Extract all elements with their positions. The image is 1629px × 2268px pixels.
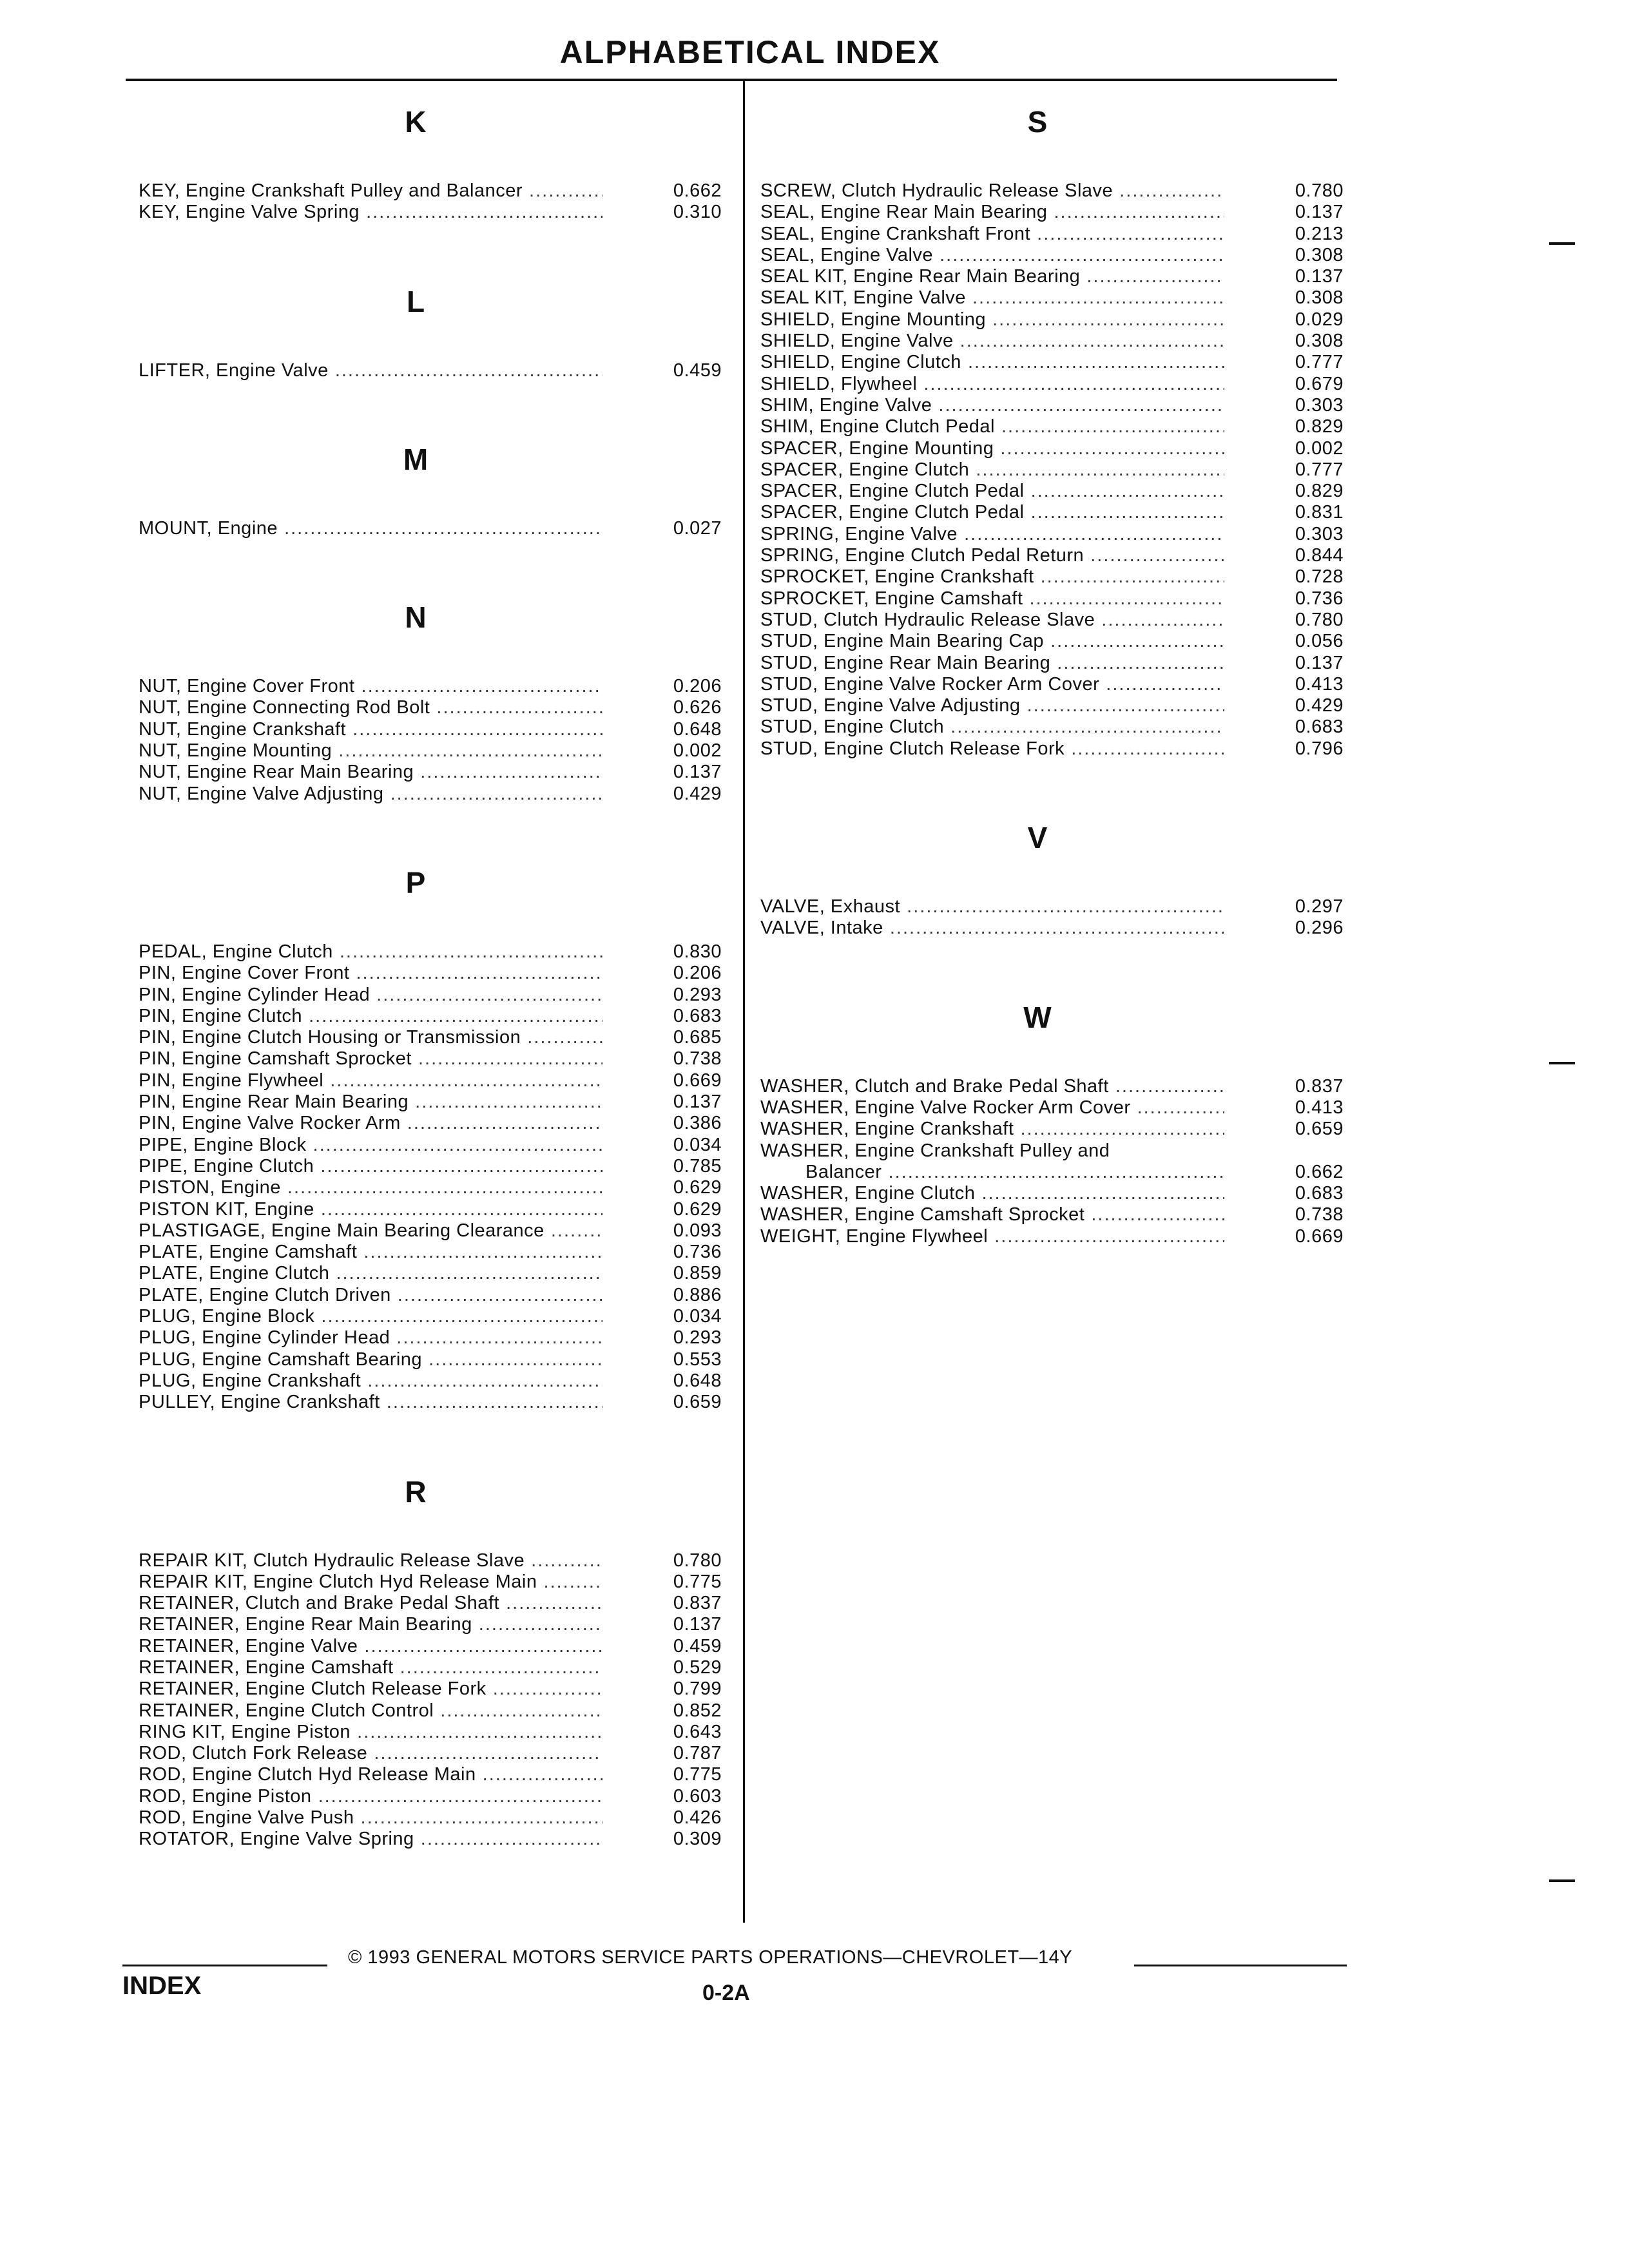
entry-page-ref: 0.829 bbox=[1295, 416, 1344, 437]
entry-page-ref: 0.852 bbox=[673, 1700, 722, 1721]
entry-page-ref: 0.669 bbox=[673, 1070, 722, 1091]
entry-name: RING KIT, Engine Piston ..... bbox=[139, 1722, 602, 1743]
index-entry bbox=[139, 697, 728, 718]
index-entry bbox=[139, 1242, 728, 1263]
entry-page-ref: 0.206 bbox=[673, 676, 722, 697]
entry-name: REPAIR KIT, Engine Clutch Hyd Release Main ..... bbox=[139, 1571, 602, 1593]
entry-page-ref: 0.213 bbox=[1295, 223, 1344, 244]
entry-page-ref: 0.787 bbox=[673, 1743, 722, 1764]
index-entry bbox=[139, 1743, 728, 1764]
entry-page-ref: 0.034 bbox=[673, 1306, 722, 1327]
entry-page-ref: 0.837 bbox=[673, 1593, 722, 1614]
index-entry bbox=[139, 1700, 728, 1722]
entry-name: PIPE, Engine Clutch ..... bbox=[139, 1156, 602, 1177]
entry-page-ref: 0.603 bbox=[673, 1785, 722, 1807]
index-entry bbox=[139, 360, 728, 381]
entry-name: SHIELD, Engine Valve ..... bbox=[760, 331, 1224, 352]
index-entry bbox=[139, 762, 728, 783]
index-entry bbox=[760, 331, 1350, 352]
index-entry bbox=[139, 1829, 728, 1850]
entry-name: PULLEY, Engine Crankshaft ..... bbox=[139, 1392, 602, 1413]
entry-name: PLATE, Engine Clutch ..... bbox=[139, 1263, 602, 1284]
index-entry bbox=[139, 180, 728, 202]
entry-name: STUD, Clutch Hydraulic Release Slave ..... bbox=[760, 610, 1224, 631]
left-column bbox=[139, 97, 728, 1903]
index-entry bbox=[760, 524, 1350, 545]
index-entry bbox=[139, 1006, 728, 1027]
index-entry bbox=[760, 631, 1350, 652]
index-entry-list bbox=[139, 941, 728, 1414]
entry-page-ref: 0.736 bbox=[1295, 588, 1344, 609]
index-entry bbox=[760, 1140, 1350, 1162]
index-entry bbox=[760, 695, 1350, 716]
entry-page-ref: 0.830 bbox=[673, 941, 722, 962]
index-entry-list bbox=[760, 896, 1350, 939]
entry-name: ROD, Clutch Fork Release ..... bbox=[139, 1743, 602, 1764]
entry-name: Balancer ..... bbox=[760, 1162, 1224, 1183]
entry-name: PIN, Engine Cylinder Head ..... bbox=[139, 985, 602, 1006]
section-letter: P bbox=[405, 865, 426, 899]
entry-page-ref: 0.206 bbox=[673, 963, 722, 984]
entry-page-ref: 0.728 bbox=[1295, 566, 1344, 588]
entry-page-ref: 0.293 bbox=[673, 984, 722, 1005]
entry-page-ref: 0.683 bbox=[1295, 1183, 1344, 1204]
index-entry bbox=[139, 676, 728, 697]
section-letter: M bbox=[403, 442, 429, 476]
index-entry bbox=[760, 588, 1350, 610]
title-rule bbox=[126, 79, 1337, 81]
entry-page-ref: 0.308 bbox=[1295, 331, 1344, 352]
entry-name: SHIM, Engine Clutch Pedal ..... bbox=[760, 416, 1224, 437]
entry-name: SEAL, Engine Valve ..... bbox=[760, 245, 1224, 266]
entry-name: PIN, Engine Flywheel ..... bbox=[139, 1070, 602, 1091]
index-entry bbox=[139, 1306, 728, 1327]
entry-page-ref: 0.293 bbox=[673, 1327, 722, 1349]
entry-page-ref: 0.738 bbox=[673, 1048, 722, 1070]
entry-name: STUD, Engine Main Bearing Cap ..... bbox=[760, 631, 1224, 652]
entry-page-ref: 0.886 bbox=[673, 1284, 722, 1305]
index-entry-list bbox=[139, 1550, 728, 1850]
index-entry bbox=[139, 1571, 728, 1593]
entry-name: PLASTIGAGE, Engine Main Bearing Clearance ..... bbox=[139, 1220, 602, 1242]
margin-mark bbox=[1549, 1062, 1575, 1064]
index-entry bbox=[139, 1550, 728, 1571]
entry-name: STUD, Engine Clutch Release Fork ..... bbox=[760, 738, 1224, 760]
index-entry-list bbox=[760, 1076, 1350, 1247]
index-entry bbox=[760, 224, 1350, 245]
entry-page-ref: 0.413 bbox=[1295, 1097, 1344, 1118]
index-entry bbox=[760, 674, 1350, 695]
index-entry bbox=[139, 1220, 728, 1242]
index-entry bbox=[760, 266, 1350, 287]
entry-name: STUD, Engine Valve Adjusting ..... bbox=[760, 695, 1224, 716]
index-entry bbox=[760, 545, 1350, 566]
entry-page-ref: 0.002 bbox=[1295, 437, 1344, 459]
entry-name: RETAINER, Engine Rear Main Bearing ..... bbox=[139, 1614, 602, 1635]
entry-page-ref: 0.844 bbox=[1295, 545, 1344, 566]
entry-page-ref: 0.137 bbox=[673, 1091, 722, 1113]
entry-name: PLUG, Engine Block ..... bbox=[139, 1306, 602, 1327]
entry-name: SPROCKET, Engine Camshaft ..... bbox=[760, 588, 1224, 610]
entry-name: PLATE, Engine Clutch Driven ..... bbox=[139, 1285, 602, 1306]
index-entry bbox=[139, 1807, 728, 1829]
entry-name: REPAIR KIT, Clutch Hydraulic Release Slave ..... bbox=[139, 1550, 602, 1571]
entry-page-ref: 0.837 bbox=[1295, 1075, 1344, 1097]
index-entry bbox=[139, 202, 728, 223]
margin-mark bbox=[1549, 1879, 1575, 1882]
index-entry bbox=[139, 1722, 728, 1743]
entry-name: LIFTER, Engine Valve ..... bbox=[139, 360, 602, 381]
index-entry bbox=[139, 1156, 728, 1177]
entry-page-ref: 0.309 bbox=[673, 1829, 722, 1850]
entry-page-ref: 0.683 bbox=[1295, 716, 1344, 738]
entry-name: RETAINER, Engine Valve ..... bbox=[139, 1636, 602, 1657]
index-entry bbox=[139, 1263, 728, 1284]
entry-page-ref: 0.659 bbox=[1295, 1119, 1344, 1140]
entry-name: ROD, Engine Clutch Hyd Release Main ..... bbox=[139, 1764, 602, 1785]
entry-name: RETAINER, Engine Clutch Control ..... bbox=[139, 1700, 602, 1722]
index-entry bbox=[139, 740, 728, 762]
index-entry bbox=[760, 1119, 1350, 1140]
entry-name: WASHER, Engine Camshaft Sprocket ..... bbox=[760, 1204, 1224, 1225]
index-entry bbox=[139, 1678, 728, 1700]
index-entry bbox=[760, 287, 1350, 309]
entry-name: PIN, Engine Cover Front ..... bbox=[139, 963, 602, 984]
entry-page-ref: 0.662 bbox=[673, 180, 722, 201]
entry-page-ref: 0.034 bbox=[673, 1134, 722, 1155]
entry-page-ref: 0.413 bbox=[1295, 673, 1344, 695]
index-entry bbox=[139, 1327, 728, 1349]
entry-page-ref: 0.785 bbox=[673, 1155, 722, 1177]
index-entry bbox=[139, 1113, 728, 1134]
entry-name: SEAL, Engine Rear Main Bearing ..... bbox=[760, 202, 1224, 223]
index-entry bbox=[760, 416, 1350, 437]
entry-name: SHIELD, Engine Clutch ..... bbox=[760, 352, 1224, 373]
index-entry bbox=[139, 1177, 728, 1198]
section-letter: L bbox=[406, 284, 425, 318]
index-entry-list bbox=[139, 518, 728, 539]
entry-name: RETAINER, Engine Clutch Release Fork ..... bbox=[139, 1678, 602, 1700]
index-entry bbox=[139, 1392, 728, 1413]
index-entry bbox=[760, 1226, 1350, 1247]
index-entry bbox=[139, 783, 728, 805]
entry-name: NUT, Engine Rear Main Bearing ..... bbox=[139, 762, 602, 783]
index-entry bbox=[760, 245, 1350, 266]
index-entry bbox=[139, 518, 728, 539]
entry-page-ref: 0.685 bbox=[673, 1027, 722, 1048]
entry-page-ref: 0.777 bbox=[1295, 459, 1344, 480]
index-entry bbox=[760, 1204, 1350, 1225]
entry-page-ref: 0.626 bbox=[673, 697, 722, 718]
entry-name: MOUNT, Engine ..... bbox=[139, 518, 602, 539]
entry-page-ref: 0.426 bbox=[673, 1807, 722, 1829]
index-entry bbox=[139, 1370, 728, 1392]
entry-page-ref: 0.775 bbox=[673, 1571, 722, 1592]
entry-name: PISTON KIT, Engine ..... bbox=[139, 1199, 602, 1220]
entry-name: KEY, Engine Crankshaft Pulley and Balancer ..... bbox=[139, 180, 602, 202]
entry-page-ref: 0.310 bbox=[673, 202, 722, 223]
index-entry bbox=[760, 610, 1350, 631]
footer-rule bbox=[122, 1965, 327, 1966]
section-letter: R bbox=[405, 1474, 427, 1508]
entry-name: ROD, Engine Valve Push ..... bbox=[139, 1807, 602, 1829]
footer-rule bbox=[1134, 1965, 1347, 1966]
entry-name: WEIGHT, Engine Flywheel ..... bbox=[760, 1226, 1224, 1247]
entry-page-ref: 0.831 bbox=[1295, 502, 1344, 523]
entry-page-ref: 0.137 bbox=[673, 762, 722, 783]
entry-name: WASHER, Engine Crankshaft ..... bbox=[760, 1119, 1224, 1140]
index-entry-list bbox=[139, 360, 728, 381]
entry-name: RETAINER, Clutch and Brake Pedal Shaft ..... bbox=[139, 1593, 602, 1614]
entry-page-ref: 0.029 bbox=[1295, 309, 1344, 330]
entry-page-ref: 0.859 bbox=[673, 1263, 722, 1284]
index-entry bbox=[760, 918, 1350, 939]
entry-name: SPACER, Engine Clutch Pedal ..... bbox=[760, 481, 1224, 502]
entry-name: RETAINER, Engine Camshaft ..... bbox=[139, 1657, 602, 1678]
entry-page-ref: 0.137 bbox=[673, 1614, 722, 1635]
entry-page-ref: 0.775 bbox=[673, 1764, 722, 1785]
index-entry bbox=[760, 459, 1350, 481]
section-letter: W bbox=[1023, 1000, 1052, 1034]
entry-page-ref: 0.738 bbox=[1295, 1204, 1344, 1225]
index-entry-list bbox=[760, 180, 1350, 760]
entry-name: STUD, Engine Valve Rocker Arm Cover ..... bbox=[760, 674, 1224, 695]
entry-page-ref: 0.553 bbox=[673, 1349, 722, 1370]
entry-name: PIN, Engine Valve Rocker Arm ..... bbox=[139, 1113, 602, 1134]
index-entry bbox=[760, 716, 1350, 738]
index-entry bbox=[139, 1048, 728, 1070]
entry-name: ROTATOR, Engine Valve Spring ..... bbox=[139, 1829, 602, 1850]
entry-name: NUT, Engine Crankshaft ..... bbox=[139, 719, 602, 740]
entry-page-ref: 0.799 bbox=[673, 1678, 722, 1700]
index-entry-list bbox=[139, 676, 728, 805]
index-entry bbox=[760, 438, 1350, 459]
index-entry bbox=[760, 481, 1350, 502]
index-entry bbox=[139, 1070, 728, 1091]
entry-page-ref: 0.736 bbox=[673, 1242, 722, 1263]
entry-name: SPACER, Engine Clutch Pedal ..... bbox=[760, 502, 1224, 523]
entry-page-ref: 0.643 bbox=[673, 1721, 722, 1742]
entry-page-ref: 0.683 bbox=[673, 1005, 722, 1026]
entry-page-ref: 0.429 bbox=[673, 783, 722, 804]
entry-name: SEAL KIT, Engine Rear Main Bearing ..... bbox=[760, 266, 1224, 287]
index-entry bbox=[139, 1636, 728, 1657]
entry-name: ROD, Engine Piston ..... bbox=[139, 1786, 602, 1807]
index-entry bbox=[760, 180, 1350, 202]
entry-page-ref: 0.459 bbox=[673, 360, 722, 381]
entry-name: SPROCKET, Engine Crankshaft ..... bbox=[760, 566, 1224, 588]
index-entry bbox=[760, 896, 1350, 918]
entry-page-ref: 0.303 bbox=[1295, 394, 1344, 416]
index-entry bbox=[760, 1076, 1350, 1097]
entry-name: NUT, Engine Valve Adjusting ..... bbox=[139, 783, 602, 805]
entry-name: WASHER, Engine Valve Rocker Arm Cover ..... bbox=[760, 1097, 1224, 1119]
footer-copyright: © 1993 GENERAL MOTORS SERVICE PARTS OPERATIONS—CHEVROLET—14Y bbox=[348, 1947, 1073, 1968]
entry-name: NUT, Engine Cover Front ..... bbox=[139, 676, 602, 697]
entry-page-ref: 0.648 bbox=[673, 718, 722, 740]
entry-page-ref: 0.679 bbox=[1295, 373, 1344, 394]
index-entry bbox=[139, 1349, 728, 1370]
index-entry bbox=[760, 566, 1350, 588]
entry-page-ref: 0.056 bbox=[1295, 631, 1344, 652]
entry-page-ref: 0.386 bbox=[673, 1113, 722, 1134]
entry-page-ref: 0.002 bbox=[673, 740, 722, 762]
index-entry bbox=[139, 1135, 728, 1156]
entry-page-ref: 0.303 bbox=[1295, 523, 1344, 544]
entry-name: SEAL, Engine Crankshaft Front ..... bbox=[760, 224, 1224, 245]
footer-index-label: INDEX bbox=[122, 1972, 202, 2000]
entry-name: NUT, Engine Mounting ..... bbox=[139, 740, 602, 762]
index-entry bbox=[139, 941, 728, 963]
index-entry bbox=[760, 1097, 1350, 1119]
entry-page-ref: 0.659 bbox=[673, 1392, 722, 1413]
index-entry bbox=[139, 1614, 728, 1635]
entry-name: PLUG, Engine Crankshaft ..... bbox=[139, 1370, 602, 1392]
index-entry bbox=[139, 719, 728, 740]
entry-page-ref: 0.662 bbox=[1295, 1161, 1344, 1182]
entry-page-ref: 0.308 bbox=[1295, 244, 1344, 265]
entry-name: STUD, Engine Clutch ..... bbox=[760, 716, 1224, 738]
entry-name: PEDAL, Engine Clutch ..... bbox=[139, 941, 602, 963]
entry-page-ref: 0.137 bbox=[1295, 266, 1344, 287]
index-entry bbox=[139, 1786, 728, 1807]
index-entry bbox=[139, 1285, 728, 1306]
entry-name: PIN, Engine Camshaft Sprocket ..... bbox=[139, 1048, 602, 1070]
entry-page-ref: 0.297 bbox=[1295, 896, 1344, 918]
index-entry bbox=[139, 1657, 728, 1678]
entry-page-ref: 0.296 bbox=[1295, 918, 1344, 939]
index-entry bbox=[139, 985, 728, 1006]
entry-page-ref: 0.529 bbox=[673, 1657, 722, 1678]
entry-name: SHIELD, Engine Mounting ..... bbox=[760, 309, 1224, 331]
entry-page-ref: 0.093 bbox=[673, 1220, 722, 1241]
entry-name: VALVE, Exhaust ..... bbox=[760, 896, 1224, 918]
entry-page-ref: 0.629 bbox=[673, 1177, 722, 1198]
index-entry bbox=[760, 1162, 1350, 1183]
index-entry bbox=[760, 395, 1350, 416]
section-letter: K bbox=[405, 105, 427, 139]
page-title: ALPHABETICAL INDEX bbox=[559, 34, 941, 70]
entry-name: PLUG, Engine Camshaft Bearing ..... bbox=[139, 1349, 602, 1370]
index-entry bbox=[760, 1183, 1350, 1204]
entry-page-ref: 0.648 bbox=[673, 1370, 722, 1391]
entry-name: SPACER, Engine Clutch ..... bbox=[760, 459, 1224, 481]
index-entry bbox=[139, 1764, 728, 1785]
entry-page-ref: 0.459 bbox=[673, 1635, 722, 1657]
margin-mark bbox=[1549, 242, 1575, 245]
entry-page-ref: 0.777 bbox=[1295, 352, 1344, 373]
entry-page-ref: 0.669 bbox=[1295, 1225, 1344, 1247]
entry-name: STUD, Engine Rear Main Bearing ..... bbox=[760, 653, 1224, 674]
entry-name: PIN, Engine Clutch ..... bbox=[139, 1006, 602, 1027]
entry-name: VALVE, Intake ..... bbox=[760, 918, 1224, 939]
section-letter: N bbox=[405, 601, 427, 635]
index-entry-list bbox=[139, 180, 728, 224]
entry-page-ref: 0.829 bbox=[1295, 481, 1344, 502]
index-entry bbox=[760, 653, 1350, 674]
entry-name: PIPE, Engine Block ..... bbox=[139, 1135, 602, 1156]
entry-name: WASHER, Engine Clutch ..... bbox=[760, 1183, 1224, 1204]
entry-name: SHIM, Engine Valve ..... bbox=[760, 395, 1224, 416]
entry-name: SPRING, Engine Valve ..... bbox=[760, 524, 1224, 545]
entry-name: SPACER, Engine Mounting ..... bbox=[760, 438, 1224, 459]
entry-name: PLATE, Engine Camshaft ..... bbox=[139, 1242, 602, 1263]
entry-name: WASHER, Engine Crankshaft Pulley and bbox=[760, 1140, 1110, 1161]
entry-page-ref: 0.796 bbox=[1295, 738, 1344, 759]
entry-name: PIN, Engine Clutch Housing or Transmission ..... bbox=[139, 1027, 602, 1048]
entry-name: PLUG, Engine Cylinder Head ..... bbox=[139, 1327, 602, 1349]
entry-name: PISTON, Engine ..... bbox=[139, 1177, 602, 1198]
index-entry bbox=[760, 202, 1350, 223]
entry-page-ref: 0.308 bbox=[1295, 287, 1344, 309]
entry-page-ref: 0.429 bbox=[1295, 695, 1344, 716]
entry-name: SCREW, Clutch Hydraulic Release Slave ..... bbox=[760, 180, 1224, 202]
right-column bbox=[760, 97, 1350, 1300]
index-entry bbox=[760, 374, 1350, 395]
entry-name: NUT, Engine Connecting Rod Bolt ..... bbox=[139, 697, 602, 718]
entry-page-ref: 0.137 bbox=[1295, 652, 1344, 673]
index-entry bbox=[760, 309, 1350, 331]
entry-name: SPRING, Engine Clutch Pedal Return ..... bbox=[760, 545, 1224, 566]
index-entry bbox=[139, 1199, 728, 1220]
index-entry bbox=[760, 738, 1350, 760]
entry-name: WASHER, Clutch and Brake Pedal Shaft ..... bbox=[760, 1076, 1224, 1097]
index-entry bbox=[139, 1091, 728, 1113]
index-entry bbox=[139, 1027, 728, 1048]
entry-page-ref: 0.780 bbox=[1295, 609, 1344, 630]
entry-page-ref: 0.629 bbox=[673, 1198, 722, 1220]
entry-page-ref: 0.780 bbox=[1295, 180, 1344, 201]
index-entry bbox=[760, 352, 1350, 373]
section-letter: S bbox=[1027, 105, 1048, 139]
entry-name: SHIELD, Flywheel ..... bbox=[760, 374, 1224, 395]
entry-name: SEAL KIT, Engine Valve ..... bbox=[760, 287, 1224, 309]
entry-page-ref: 0.027 bbox=[673, 517, 722, 539]
section-letter: V bbox=[1027, 821, 1048, 855]
page-number: 0-2A bbox=[702, 1981, 750, 2005]
entry-page-ref: 0.137 bbox=[1295, 202, 1344, 223]
entry-page-ref: 0.780 bbox=[673, 1550, 722, 1571]
index-entry bbox=[139, 1593, 728, 1614]
index-entry bbox=[139, 963, 728, 984]
entry-name: KEY, Engine Valve Spring ..... bbox=[139, 202, 602, 223]
entry-name: PIN, Engine Rear Main Bearing ..... bbox=[139, 1091, 602, 1113]
column-divider bbox=[743, 81, 745, 1923]
index-entry bbox=[760, 502, 1350, 523]
